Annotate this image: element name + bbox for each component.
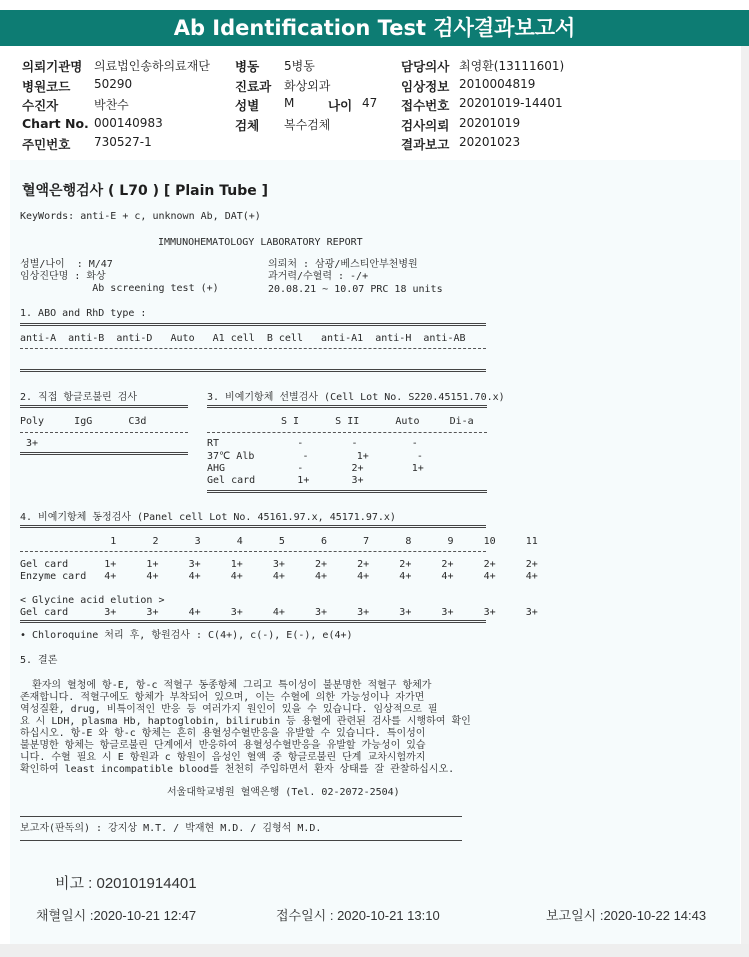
dashed-rule bbox=[20, 551, 486, 552]
section-3-row: Gel card 1+ 3+ bbox=[207, 475, 364, 486]
section-1-title: 1. ABO and RhD type : bbox=[20, 308, 147, 319]
field-label: 성별 bbox=[235, 98, 260, 113]
patient-info-left-2: 임상진단명 : 화상 bbox=[20, 271, 106, 282]
hospital-contact: 서울대학교병원 혈액은행 (Tel. 02-2072-2504) bbox=[167, 787, 400, 798]
section-4-title: 4. 비예기항체 동정검사 (Panel cell Lot No. 45161.97.x, 45171.97.x) bbox=[20, 512, 396, 523]
conclusion-line: 니다. 수혈 필요 시 E 항원과 c 항원이 음성인 혈액 중 항글로불린 단계 교차시험까지 bbox=[20, 752, 426, 763]
conclusion-line: 존재합니다. 적혈구에도 항체가 부착되어 있으며, 이는 수혈에 의한 가능성이나 자가면 bbox=[20, 692, 425, 703]
field-value: 최영환(13111601) bbox=[459, 59, 565, 73]
reported-datetime: 보고일시 :2020-10-22 14:43 bbox=[546, 908, 707, 923]
double-rule bbox=[207, 490, 487, 493]
glycine-row: Gel card 3+ 3+ 4+ 3+ 4+ 3+ 3+ 3+ 3+ 3+ 3+ bbox=[20, 607, 538, 618]
field-label: 접수번호 bbox=[401, 98, 450, 113]
report-title: Ab Identification Test 검사결과보고서 bbox=[173, 16, 576, 40]
report-heading: 혈액은행검사 ( L70 ) [ Plain Tube ] bbox=[22, 183, 269, 199]
section-3-title: 3. 비예기항체 선별검사 (Cell Lot No. S220.45151.70.x) bbox=[207, 392, 505, 403]
conclusion-line: 요 시 LDH, plasma Hb, haptoglobin, bilirubin 등 용혈에 관련된 검사를 시행하여 확인 bbox=[20, 716, 471, 727]
section-3-row: 37℃ Alb - 1+ - bbox=[207, 451, 423, 462]
field-value: 화상외과 bbox=[284, 79, 331, 93]
field-value: 의료법인송하의료재단 bbox=[94, 59, 210, 73]
double-rule bbox=[20, 323, 486, 326]
field-value: 20201019-14401 bbox=[459, 96, 563, 110]
reporter: 보고자(판독의) : 강지상 M.T. / 박재현 M.D. / 김형석 M.D. bbox=[20, 823, 322, 834]
field-value: 20201023 bbox=[459, 135, 521, 149]
field-label: 의뢰기관명 bbox=[22, 59, 83, 74]
section-4-gel-row: Gel card 1+ 1+ 3+ 1+ 3+ 2+ 2+ 2+ 2+ 2+ 2+ bbox=[20, 559, 538, 570]
field-value: 5병동 bbox=[284, 59, 315, 73]
double-rule bbox=[20, 405, 188, 408]
field-label: 병동 bbox=[235, 59, 260, 74]
section-4-enzyme-row: Enzyme card 4+ 4+ 4+ 4+ 4+ 4+ 4+ 4+ 4+ 4+ 4+ bbox=[20, 571, 538, 582]
field-value: 50290 bbox=[94, 77, 133, 91]
section-5-title: 5. 결론 bbox=[20, 655, 58, 666]
page-bottom-bar bbox=[0, 944, 749, 957]
collected-datetime: 채혈일시 :2020-10-21 12:47 bbox=[36, 908, 197, 923]
field-label: 수진자 bbox=[22, 98, 59, 113]
conclusion-line: 역성질환, drug, 비특이적인 반응 등 여러가지 원인이 있을 수 있습니다. 임상적으로 필 bbox=[20, 704, 438, 715]
field-label: 결과보고 bbox=[401, 137, 450, 152]
conclusion-line: 환자의 혈청에 항-E, 항-c 적혈구 동종항체 그리고 특이성이 불분명한 적혈구 항체가 bbox=[20, 680, 432, 691]
field-label: 임상정보 bbox=[401, 79, 450, 94]
field-value: 복수검체 bbox=[284, 118, 331, 132]
dashed-rule bbox=[20, 432, 188, 433]
field-label: 병원코드 bbox=[22, 79, 71, 94]
glycine-title: < Glycine acid elution > bbox=[20, 595, 165, 606]
field-value: M bbox=[284, 96, 295, 110]
received-datetime: 접수일시 : 2020-10-21 13:10 bbox=[276, 908, 440, 923]
patient-info-left-1: 성별/나이 : M/47 bbox=[20, 259, 113, 270]
field-value: 박찬수 bbox=[94, 98, 129, 112]
double-rule bbox=[20, 620, 486, 623]
conclusion-line: 불분명한 항체는 항글로불린 단계에서 반응하여 용혈성수혈반응을 유발할 가능성이 있습 bbox=[20, 740, 426, 751]
field-label: 검사의뢰 bbox=[401, 118, 450, 133]
section-2-title: 2. 직접 항글로불린 검사 bbox=[20, 392, 138, 403]
report-title-bar bbox=[0, 10, 749, 46]
page-edge bbox=[741, 46, 749, 944]
field-label: 주민번호 bbox=[22, 137, 71, 152]
section-3-row: RT - - - bbox=[207, 438, 418, 449]
section-2-columns: Poly IgG C3d bbox=[20, 416, 147, 427]
chloroquine-note: • Chloroquine 처리 후, 항원검사 : C(4+), c(-), E(-), e(4+) bbox=[20, 630, 353, 641]
field-label: 검체 bbox=[235, 118, 260, 133]
age-value: 47 bbox=[362, 96, 378, 110]
rule bbox=[20, 816, 462, 817]
section-3-row: AHG - 2+ 1+ bbox=[207, 463, 424, 474]
patient-info-right-1: 의뢰처 : 삼광/베스티안부천병원 bbox=[268, 259, 418, 270]
field-label: Chart No. bbox=[22, 116, 89, 131]
field-label: 진료과 bbox=[235, 79, 272, 94]
section-3-columns: S I S II Auto Di-a bbox=[281, 416, 474, 427]
age-label: 나이 bbox=[328, 98, 353, 113]
conclusion-line: 하십시오. 항-E 와 항-c 항체는 흔히 용혈성수혈반응을 유발할 수 있습니다. 특이성이 bbox=[20, 728, 426, 739]
double-rule bbox=[20, 525, 486, 528]
field-label: 담당의사 bbox=[401, 59, 450, 74]
patient-info-right-3: 20.08.21 ~ 10.07 PRC 18 units bbox=[268, 284, 443, 295]
field-value: 20201019 bbox=[459, 116, 521, 130]
field-value: 000140983 bbox=[94, 116, 163, 130]
dashed-rule bbox=[207, 432, 487, 433]
double-rule bbox=[20, 369, 486, 372]
section-1-columns: anti-A anti-B anti-D Auto A1 cell B cell anti-A1 anti-H anti-AB bbox=[20, 333, 466, 344]
rule bbox=[20, 840, 462, 841]
footer-note: 비고 : 020101914401 bbox=[55, 875, 197, 892]
double-rule bbox=[20, 452, 188, 455]
section-2-value: 3+ bbox=[20, 438, 39, 449]
patient-info-left-3: Ab screening test (+) bbox=[20, 283, 219, 294]
dashed-rule bbox=[20, 348, 486, 349]
conclusion-line: 확인하여 least incompatible blood를 천천히 주입하면서 환자 상태를 잘 관찰하십시오. bbox=[20, 764, 455, 775]
lab-title: IMMUNOHEMATOLOGY LABORATORY REPORT bbox=[158, 237, 363, 248]
section-4-header: 1 2 3 4 5 6 7 8 9 10 11 bbox=[20, 536, 538, 547]
double-rule bbox=[207, 405, 487, 408]
patient-info-right-2: 과거력/수혈력 : -/+ bbox=[268, 271, 369, 282]
field-value: 2010004819 bbox=[459, 77, 536, 91]
field-value: 730527-1 bbox=[94, 135, 152, 149]
keywords: KeyWords: anti-E + c, unknown Ab, DAT(+) bbox=[20, 211, 261, 222]
